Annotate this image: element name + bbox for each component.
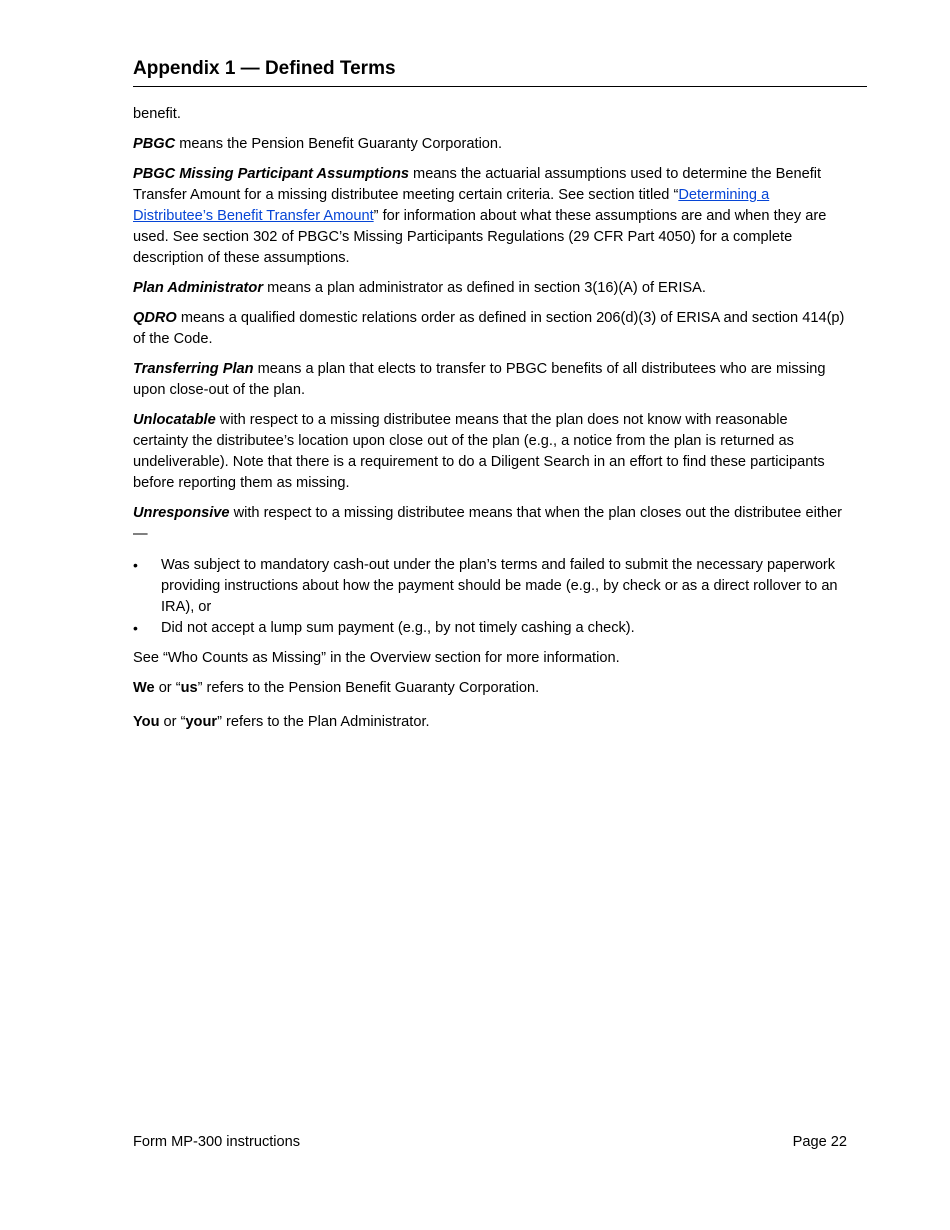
term-missing-participant-assumptions: PBGC Missing Participant Assumptions <box>133 166 409 182</box>
term-you: You <box>133 714 160 730</box>
term-your: your <box>185 714 218 730</box>
benefit-transfer-amount-link[interactable]: Determining a Distributee’s Benefit Transfer Amount <box>133 187 770 224</box>
definition-missing-participant-assumptions <box>133 164 845 269</box>
page-title: Appendix 1 — Defined Terms <box>133 58 396 79</box>
definition-plan-administrator-text: means a plan administrator as defined in section 3(16)(A) of ERISA. <box>263 280 706 296</box>
term-unlocatable: Unlocatable <box>133 412 216 428</box>
page-header <box>133 56 867 87</box>
definition-pbgc <box>133 134 845 155</box>
definition-we-text: ” refers to the Pension Benefit Guaranty Corporation. <box>197 680 540 696</box>
definition-you <box>133 712 845 733</box>
list-item-text: Was subject to mandatory cash-out under the plan’s terms and failed to submit the necessary paperwork providing instructions about how the payment should be made (e.g., by check or as a direct rollover to an IRA), or <box>161 557 838 615</box>
definition-unlocatable <box>133 410 845 494</box>
see-also-note: See “Who Counts as Missing” in the Overview section for more information. <box>133 650 620 666</box>
term-qdro: QDRO <box>133 310 177 326</box>
definition-assumptions-text-before: means the actuarial assumptions used to determine the Benefit Transfer Amount for a missing distributee meeting certain criteria. See section titled “ <box>133 166 822 203</box>
definition-qdro-text: means a qualified domestic relations order as defined in section 206(d)(3) of ERISA and section 414(p) of the Code. <box>133 310 845 347</box>
definition-we-mid: or “ <box>154 680 181 696</box>
definition-unresponsive <box>133 503 845 545</box>
definition-you-text: ” refers to the Plan Administrator. <box>217 714 430 730</box>
definition-you-mid: or “ <box>159 714 186 730</box>
continuation-text: benefit. <box>133 106 181 122</box>
list-item <box>133 618 845 639</box>
bullet-icon: • <box>133 620 138 636</box>
page-footer <box>133 1131 847 1153</box>
definition-pbgc-text: means the Pension Benefit Guaranty Corporation. <box>175 136 503 152</box>
definition-plan-administrator <box>133 278 845 299</box>
term-we: We <box>133 680 155 696</box>
definition-qdro <box>133 308 845 350</box>
definitions-body <box>133 104 845 742</box>
bullet-icon: • <box>133 557 138 573</box>
term-transferring-plan: Transferring Plan <box>133 361 254 377</box>
footer-form-name: Form MP-300 instructions <box>133 1134 301 1150</box>
list-item <box>133 555 845 618</box>
term-unresponsive: Unresponsive <box>133 505 230 521</box>
term-us: us <box>180 680 198 696</box>
definition-unlocatable-text: with respect to a missing distributee means that the plan does not know with reasonable certainty the distributee’s location upon close out of the plan (e.g., a notice from the plan is returned as undeliverable). Note that there is a requirement to do a Diligent Search in an effort to find these participants before reporting them as missing. <box>133 412 825 491</box>
definition-assumptions-text-after: ” for information about what these assumptions are and when they are used. See section 302 of PBGC’s Missing Participants Regulations (29 CFR Part 4050) for a complete description of these assumptions. <box>133 208 827 266</box>
term-plan-administrator: Plan Administrator <box>133 280 264 296</box>
definition-we <box>133 678 845 699</box>
term-pbgc: PBGC <box>133 136 176 152</box>
unresponsive-criteria-list <box>133 555 845 639</box>
definition-unresponsive-text: with respect to a missing distributee means that when the plan closes out the distributee either— <box>133 505 842 542</box>
footer-page-number: Page 22 <box>792 1134 847 1150</box>
definition-transferring-plan <box>133 359 845 401</box>
definition-transferring-plan-text: means a plan that elects to transfer to PBGC benefits of all distributees who are missing upon close-out of the plan. <box>133 361 826 398</box>
list-item-text: Did not accept a lump sum payment (e.g., by not timely cashing a check). <box>161 620 635 636</box>
